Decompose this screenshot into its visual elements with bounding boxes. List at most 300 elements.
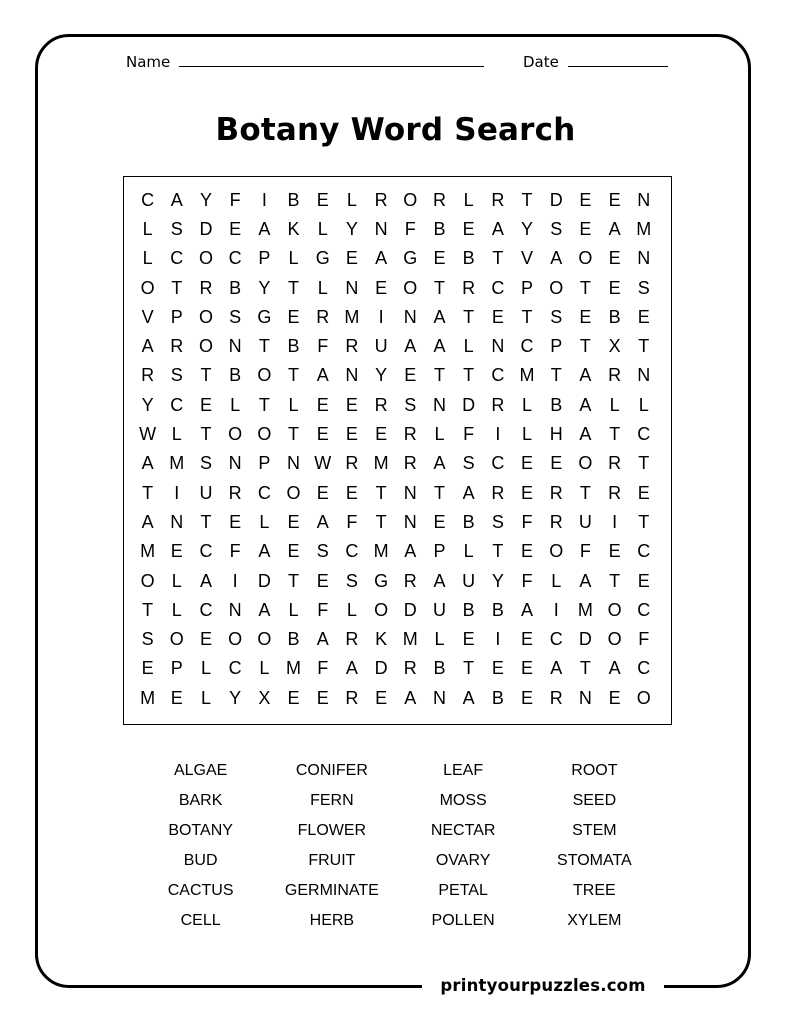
grid-letter[interactable]: R [608, 453, 622, 474]
grid-letter[interactable]: R [432, 189, 446, 210]
grid-letter[interactable]: E [433, 511, 446, 532]
grid-letter[interactable]: F [317, 336, 329, 357]
grid-letter[interactable]: M [169, 453, 185, 474]
word-search-grid[interactable] [133, 185, 658, 712]
grid-letter[interactable]: A [141, 336, 154, 357]
date-line[interactable] [568, 66, 668, 67]
grid-letter[interactable]: T [609, 424, 621, 445]
grid-letter[interactable]: E [637, 482, 650, 503]
grid-letter[interactable]: E [141, 658, 154, 679]
grid-letter[interactable]: B [462, 511, 475, 532]
grid-letter[interactable]: V [141, 306, 154, 327]
grid-letter[interactable]: S [229, 306, 242, 327]
grid-letter[interactable]: U [432, 599, 446, 620]
grid-letter[interactable]: E [287, 511, 300, 532]
grid-letter[interactable]: L [346, 599, 357, 620]
grid-letter[interactable]: C [170, 248, 184, 269]
grid-letter[interactable]: R [141, 365, 155, 386]
grid-letter[interactable]: N [432, 687, 446, 708]
grid-letter[interactable]: A [550, 248, 563, 269]
grid-letter[interactable]: R [462, 277, 476, 298]
grid-letter[interactable]: Y [521, 218, 534, 239]
grid-letter[interactable]: T [579, 336, 591, 357]
grid-letter[interactable]: G [257, 306, 272, 327]
grid-letter[interactable]: C [141, 189, 155, 210]
grid-letter[interactable]: O [257, 424, 272, 445]
grid-letter[interactable]: B [433, 218, 446, 239]
grid-letter[interactable]: S [550, 306, 563, 327]
grid-letter[interactable]: M [286, 658, 302, 679]
grid-letter[interactable]: E [608, 687, 621, 708]
grid-letter[interactable]: L [522, 394, 533, 415]
grid-letter[interactable]: T [638, 453, 650, 474]
grid-letter[interactable]: E [345, 248, 358, 269]
grid-letter[interactable]: E [375, 687, 388, 708]
grid-letter[interactable]: E [462, 218, 475, 239]
grid-letter[interactable]: L [200, 687, 211, 708]
grid-letter[interactable]: E [199, 394, 212, 415]
grid-letter[interactable]: P [258, 248, 271, 269]
grid-letter[interactable]: S [462, 453, 475, 474]
grid-letter[interactable]: C [491, 365, 505, 386]
grid-letter[interactable]: N [228, 453, 242, 474]
grid-letter[interactable]: A [258, 218, 271, 239]
grid-letter[interactable]: T [288, 365, 300, 386]
grid-letter[interactable]: G [374, 570, 389, 591]
grid-letter[interactable]: T [288, 570, 300, 591]
grid-letter[interactable]: M [577, 599, 593, 620]
grid-letter[interactable]: R [403, 658, 417, 679]
grid-letter[interactable]: O [198, 306, 213, 327]
grid-letter[interactable]: E [404, 365, 417, 386]
grid-letter[interactable]: L [609, 394, 620, 415]
grid-letter[interactable]: E [287, 541, 300, 562]
grid-letter[interactable]: I [232, 570, 238, 591]
grid-letter[interactable]: O [286, 482, 301, 503]
grid-letter[interactable]: L [317, 277, 328, 298]
grid-letter[interactable]: B [550, 394, 563, 415]
grid-letter[interactable]: T [463, 658, 475, 679]
grid-letter[interactable]: R [491, 394, 505, 415]
grid-letter[interactable]: L [288, 248, 299, 269]
grid-letter[interactable]: C [345, 541, 359, 562]
grid-letter[interactable]: T [288, 424, 300, 445]
grid-letter[interactable]: T [171, 277, 183, 298]
grid-letter[interactable]: Y [141, 394, 154, 415]
grid-letter[interactable]: E [521, 658, 534, 679]
grid-letter[interactable]: A [579, 424, 592, 445]
grid-letter[interactable]: E [608, 541, 621, 562]
grid-letter[interactable]: R [199, 277, 213, 298]
grid-letter[interactable]: R [170, 336, 184, 357]
grid-letter[interactable]: E [316, 687, 329, 708]
grid-letter[interactable]: E [345, 424, 358, 445]
grid-letter[interactable]: A [141, 511, 154, 532]
grid-letter[interactable]: B [462, 599, 475, 620]
grid-letter[interactable]: T [375, 511, 387, 532]
grid-letter[interactable]: E [375, 277, 388, 298]
grid-letter[interactable]: A [404, 541, 417, 562]
grid-letter[interactable]: F [521, 570, 533, 591]
grid-letter[interactable]: C [637, 541, 651, 562]
grid-letter[interactable]: L [171, 424, 182, 445]
grid-letter[interactable]: T [521, 306, 533, 327]
grid-letter[interactable]: F [346, 511, 358, 532]
grid-letter[interactable]: O [549, 541, 564, 562]
grid-letter[interactable]: E [637, 306, 650, 327]
grid-letter[interactable]: N [228, 336, 242, 357]
grid-letter[interactable]: T [463, 306, 475, 327]
grid-letter[interactable]: E [229, 511, 242, 532]
grid-letter[interactable]: I [612, 511, 618, 532]
grid-letter[interactable]: I [378, 306, 384, 327]
grid-letter[interactable]: I [553, 599, 559, 620]
grid-letter[interactable]: A [579, 570, 592, 591]
grid-letter[interactable]: E [316, 482, 329, 503]
grid-letter[interactable]: A [258, 599, 271, 620]
grid-letter[interactable]: E [491, 658, 504, 679]
grid-letter[interactable]: C [228, 658, 242, 679]
grid-letter[interactable]: E [579, 189, 592, 210]
grid-letter[interactable]: N [403, 511, 417, 532]
grid-letter[interactable]: T [579, 482, 591, 503]
grid-letter[interactable]: T [492, 248, 504, 269]
grid-letter[interactable]: A [491, 218, 504, 239]
grid-letter[interactable]: U [374, 336, 388, 357]
name-line[interactable] [179, 66, 484, 67]
grid-letter[interactable]: Y [229, 687, 242, 708]
grid-letter[interactable]: G [315, 248, 330, 269]
grid-letter[interactable]: E [521, 687, 534, 708]
grid-letter[interactable]: C [549, 629, 563, 650]
grid-letter[interactable]: D [462, 394, 476, 415]
grid-letter[interactable]: R [374, 189, 388, 210]
grid-letter[interactable]: A [521, 599, 534, 620]
grid-letter[interactable]: N [637, 189, 651, 210]
grid-letter[interactable]: L [200, 658, 211, 679]
grid-letter[interactable]: R [403, 453, 417, 474]
grid-letter[interactable]: R [316, 306, 330, 327]
grid-letter[interactable]: I [174, 482, 180, 503]
grid-letter[interactable]: X [608, 336, 621, 357]
grid-letter[interactable]: T [200, 511, 212, 532]
grid-letter[interactable]: O [198, 248, 213, 269]
grid-letter[interactable]: O [169, 629, 184, 650]
grid-letter[interactable]: D [199, 218, 213, 239]
grid-letter[interactable]: M [519, 365, 535, 386]
grid-letter[interactable]: O [578, 248, 593, 269]
grid-letter[interactable]: R [608, 365, 622, 386]
grid-letter[interactable]: F [317, 658, 329, 679]
grid-letter[interactable]: D [374, 658, 388, 679]
grid-letter[interactable]: G [403, 248, 418, 269]
grid-letter[interactable]: B [433, 658, 446, 679]
grid-letter[interactable]: N [491, 336, 505, 357]
grid-letter[interactable]: E [637, 570, 650, 591]
grid-letter[interactable]: E [608, 189, 621, 210]
grid-letter[interactable]: L [551, 570, 562, 591]
grid-letter[interactable]: L [288, 599, 299, 620]
grid-letter[interactable]: M [140, 541, 156, 562]
grid-letter[interactable]: L [638, 394, 649, 415]
grid-letter[interactable]: A [316, 511, 329, 532]
grid-letter[interactable]: P [521, 277, 534, 298]
grid-letter[interactable]: E [345, 482, 358, 503]
grid-letter[interactable]: A [433, 306, 446, 327]
grid-letter[interactable]: O [636, 687, 651, 708]
grid-letter[interactable]: T [258, 394, 270, 415]
grid-letter[interactable]: A [433, 336, 446, 357]
grid-letter[interactable]: N [345, 277, 359, 298]
grid-letter[interactable]: O [198, 336, 213, 357]
grid-letter[interactable]: R [228, 482, 242, 503]
grid-letter[interactable]: N [345, 365, 359, 386]
grid-letter[interactable]: T [579, 277, 591, 298]
grid-letter[interactable]: L [142, 218, 153, 239]
grid-letter[interactable]: M [373, 541, 389, 562]
grid-letter[interactable]: M [636, 218, 652, 239]
grid-letter[interactable]: T [463, 365, 475, 386]
grid-letter[interactable]: A [404, 687, 417, 708]
grid-letter[interactable]: A [375, 248, 388, 269]
grid-letter[interactable]: E [491, 306, 504, 327]
grid-letter[interactable]: R [608, 482, 622, 503]
grid-letter[interactable]: S [404, 394, 417, 415]
grid-letter[interactable]: R [345, 629, 359, 650]
grid-letter[interactable]: N [637, 248, 651, 269]
grid-letter[interactable]: O [140, 570, 155, 591]
grid-letter[interactable]: T [375, 482, 387, 503]
grid-letter[interactable]: E [287, 306, 300, 327]
grid-letter[interactable]: S [141, 629, 154, 650]
grid-letter[interactable]: N [403, 306, 417, 327]
grid-letter[interactable]: T [433, 277, 445, 298]
grid-letter[interactable]: F [521, 511, 533, 532]
grid-letter[interactable]: F [463, 424, 475, 445]
grid-letter[interactable]: Y [491, 570, 504, 591]
grid-letter[interactable]: L [288, 394, 299, 415]
grid-letter[interactable]: R [345, 687, 359, 708]
grid-letter[interactable]: A [433, 570, 446, 591]
grid-letter[interactable]: U [199, 482, 213, 503]
grid-letter[interactable]: P [433, 541, 446, 562]
grid-letter[interactable]: I [495, 424, 501, 445]
grid-letter[interactable]: C [199, 599, 213, 620]
grid-letter[interactable]: F [404, 218, 416, 239]
grid-letter[interactable]: E [316, 570, 329, 591]
grid-letter[interactable]: E [521, 482, 534, 503]
grid-letter[interactable]: A [433, 453, 446, 474]
grid-letter[interactable]: T [492, 541, 504, 562]
grid-letter[interactable]: V [521, 248, 534, 269]
grid-letter[interactable]: E [345, 394, 358, 415]
grid-letter[interactable]: C [637, 599, 651, 620]
grid-letter[interactable]: C [637, 424, 651, 445]
grid-letter[interactable]: E [521, 541, 534, 562]
grid-letter[interactable]: D [578, 629, 592, 650]
grid-letter[interactable]: M [402, 629, 418, 650]
grid-letter[interactable]: C [199, 541, 213, 562]
grid-letter[interactable]: T [579, 658, 591, 679]
grid-letter[interactable]: A [608, 218, 621, 239]
grid-letter[interactable]: Y [345, 218, 358, 239]
grid-letter[interactable]: C [170, 394, 184, 415]
grid-letter[interactable]: O [374, 599, 389, 620]
grid-letter[interactable]: N [403, 482, 417, 503]
grid-letter[interactable]: T [521, 189, 533, 210]
grid-letter[interactable]: R [549, 511, 563, 532]
grid-letter[interactable]: A [579, 394, 592, 415]
grid-letter[interactable]: R [345, 336, 359, 357]
grid-letter[interactable]: O [403, 277, 418, 298]
grid-letter[interactable]: O [607, 599, 622, 620]
grid-letter[interactable]: B [287, 629, 300, 650]
grid-letter[interactable]: L [463, 336, 474, 357]
grid-letter[interactable]: R [374, 394, 388, 415]
grid-letter[interactable]: M [140, 687, 156, 708]
grid-letter[interactable]: N [374, 218, 388, 239]
grid-letter[interactable]: A [199, 570, 212, 591]
grid-letter[interactable]: L [171, 599, 182, 620]
grid-letter[interactable]: L [259, 658, 270, 679]
grid-letter[interactable]: O [549, 277, 564, 298]
grid-letter[interactable]: T [433, 482, 445, 503]
grid-letter[interactable]: T [200, 424, 212, 445]
grid-letter[interactable]: K [375, 629, 388, 650]
grid-letter[interactable]: L [346, 189, 357, 210]
grid-letter[interactable]: U [578, 511, 592, 532]
grid-letter[interactable]: L [463, 189, 474, 210]
grid-letter[interactable]: B [608, 306, 621, 327]
grid-letter[interactable]: B [462, 248, 475, 269]
grid-letter[interactable]: L [463, 541, 474, 562]
grid-letter[interactable]: S [345, 570, 358, 591]
grid-letter[interactable]: E [579, 218, 592, 239]
grid-letter[interactable]: R [549, 687, 563, 708]
grid-letter[interactable]: D [549, 189, 563, 210]
grid-letter[interactable]: T [550, 365, 562, 386]
grid-letter[interactable]: S [550, 218, 563, 239]
grid-letter[interactable]: C [637, 658, 651, 679]
grid-letter[interactable]: T [638, 511, 650, 532]
grid-letter[interactable]: M [373, 453, 389, 474]
grid-letter[interactable]: O [578, 453, 593, 474]
grid-letter[interactable]: M [344, 306, 360, 327]
grid-letter[interactable]: A [316, 629, 329, 650]
grid-letter[interactable]: Y [258, 277, 271, 298]
grid-letter[interactable]: S [170, 365, 183, 386]
grid-letter[interactable]: B [491, 687, 504, 708]
grid-letter[interactable]: R [403, 424, 417, 445]
grid-letter[interactable]: O [257, 629, 272, 650]
grid-letter[interactable]: A [550, 658, 563, 679]
grid-letter[interactable]: W [139, 424, 157, 445]
grid-letter[interactable]: F [317, 599, 329, 620]
grid-letter[interactable]: S [199, 453, 212, 474]
grid-letter[interactable]: E [170, 687, 183, 708]
grid-letter[interactable]: B [229, 277, 242, 298]
grid-letter[interactable]: O [140, 277, 155, 298]
grid-letter[interactable]: T [142, 482, 154, 503]
grid-letter[interactable]: S [170, 218, 183, 239]
grid-letter[interactable]: F [229, 541, 241, 562]
grid-letter[interactable]: B [229, 365, 242, 386]
grid-letter[interactable]: F [579, 541, 591, 562]
grid-letter[interactable]: A [345, 658, 358, 679]
grid-letter[interactable]: E [521, 629, 534, 650]
grid-letter[interactable]: Y [199, 189, 212, 210]
grid-letter[interactable]: U [462, 570, 476, 591]
grid-letter[interactable]: E [608, 248, 621, 269]
grid-letter[interactable]: W [314, 453, 332, 474]
grid-letter[interactable]: L [142, 248, 153, 269]
grid-letter[interactable]: P [170, 658, 183, 679]
grid-letter[interactable]: S [316, 541, 329, 562]
grid-letter[interactable]: I [261, 189, 267, 210]
grid-letter[interactable]: E [229, 218, 242, 239]
grid-letter[interactable]: H [549, 424, 563, 445]
grid-letter[interactable]: E [316, 394, 329, 415]
grid-letter[interactable]: E [316, 189, 329, 210]
grid-letter[interactable]: A [258, 541, 271, 562]
grid-letter[interactable]: N [287, 453, 301, 474]
grid-letter[interactable]: T [142, 599, 154, 620]
grid-letter[interactable]: O [607, 629, 622, 650]
grid-letter[interactable]: C [257, 482, 271, 503]
grid-letter[interactable]: C [491, 277, 505, 298]
grid-letter[interactable]: T [200, 365, 212, 386]
grid-letter[interactable]: E [375, 424, 388, 445]
grid-letter[interactable]: R [549, 482, 563, 503]
grid-letter[interactable]: T [638, 336, 650, 357]
grid-letter[interactable]: R [491, 482, 505, 503]
grid-letter[interactable]: A [579, 365, 592, 386]
grid-letter[interactable]: N [228, 599, 242, 620]
grid-letter[interactable]: T [433, 365, 445, 386]
grid-letter[interactable]: P [170, 306, 183, 327]
grid-letter[interactable]: K [287, 218, 300, 239]
grid-letter[interactable]: O [403, 189, 418, 210]
grid-letter[interactable]: P [258, 453, 271, 474]
grid-letter[interactable]: T [288, 277, 300, 298]
grid-letter[interactable]: S [491, 511, 504, 532]
grid-letter[interactable]: E [433, 248, 446, 269]
grid-letter[interactable]: E [316, 424, 329, 445]
grid-letter[interactable]: L [259, 511, 270, 532]
grid-letter[interactable]: B [491, 599, 504, 620]
grid-letter[interactable]: E [462, 629, 475, 650]
grid-letter[interactable]: N [170, 511, 184, 532]
grid-letter[interactable]: D [257, 570, 271, 591]
grid-letter[interactable]: I [495, 629, 501, 650]
grid-letter[interactable]: C [491, 453, 505, 474]
grid-letter[interactable]: N [432, 394, 446, 415]
grid-letter[interactable]: A [462, 687, 475, 708]
grid-letter[interactable]: P [550, 336, 563, 357]
grid-letter[interactable]: O [228, 629, 243, 650]
grid-letter[interactable]: T [609, 570, 621, 591]
grid-letter[interactable]: L [522, 424, 533, 445]
grid-letter[interactable]: A [462, 482, 475, 503]
grid-letter[interactable]: X [258, 687, 271, 708]
grid-letter[interactable]: A [404, 336, 417, 357]
grid-letter[interactable]: B [287, 189, 300, 210]
grid-letter[interactable]: E [608, 277, 621, 298]
grid-letter[interactable]: N [578, 687, 592, 708]
grid-letter[interactable]: Y [375, 365, 388, 386]
grid-letter[interactable]: F [638, 629, 650, 650]
grid-letter[interactable]: R [403, 570, 417, 591]
